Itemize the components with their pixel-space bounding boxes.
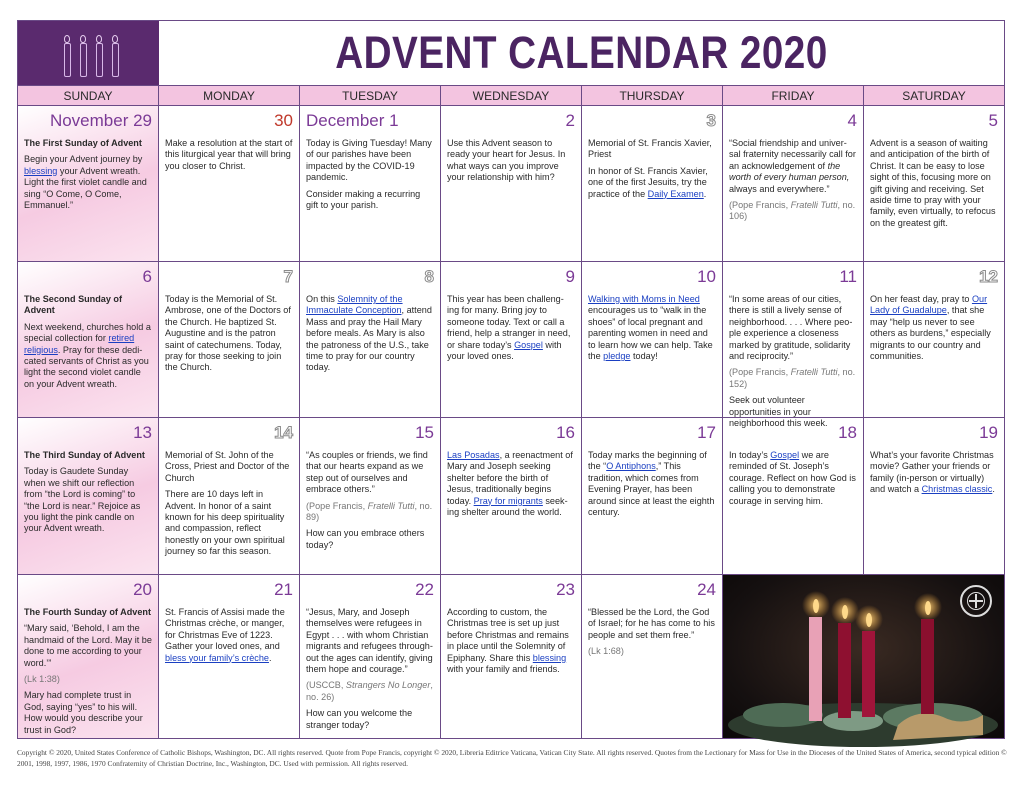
day-text: we are reminded of St. Joseph’s courage. Reflect on how God is calling you to demonstrate courage in serving him. (729, 450, 856, 506)
day-number: 10 (697, 267, 716, 286)
retired-religious-link[interactable]: retired religious (24, 333, 135, 355)
day-cell-dec-5 (864, 106, 1004, 262)
day-text: , a reenactment of Mary and Joseph seeking shelter before the birth of Jesus, traditionally begins today. (447, 450, 573, 506)
day-number: 18 (838, 423, 857, 442)
day-text: Memorial of St. John of the Cross, Priest and Doctor of the Church (165, 450, 290, 483)
day-number: 12 (979, 267, 998, 286)
day-cell-dec-16 (441, 418, 582, 575)
day-of-week-header (18, 85, 1004, 106)
day-text: . (703, 188, 707, 199)
las-posadas-link[interactable]: Las Posadas (447, 450, 500, 460)
day-text: This year has been challeng-ing for many. Bring joy to someone today. Text or call a friend, help a stranger in need, or share today’s (447, 294, 571, 350)
dow-tuesday: TUESDAY (300, 86, 441, 105)
our-lady-of-guadalupe-link[interactable]: Our Lady of Guadalupe (870, 294, 988, 316)
day-number: 16 (556, 423, 575, 442)
page-title: ADVENT CALENDAR 2020 (335, 27, 828, 78)
day-text: the worth of every human person, (729, 160, 850, 183)
day-number: 13 (133, 423, 152, 442)
day-number: 2 (565, 111, 575, 130)
immaculate-conception-link[interactable]: Solemnity of the Immaculate Conception (306, 294, 403, 316)
candles-logo (18, 21, 159, 85)
day-text: St. Francis of Assisi made the Christmas crèche, or manger, for Christmas Eve of 1223. Gather your loved ones, and (165, 607, 285, 652)
day-text: “Mary said, ‘Behold, I am the handmaid of the Lord. May it be done to me according to your word.’” (24, 623, 152, 668)
day-number: 19 (979, 423, 998, 442)
bless-creche-link[interactable]: bless your family’s crèche (165, 652, 269, 663)
day-number: 14 (274, 423, 293, 442)
day-cell-dec-18 (723, 418, 864, 575)
day-number: 23 (556, 580, 575, 599)
christmas-classic-link[interactable]: Christmas classic (921, 484, 993, 495)
day-number: 30 (274, 111, 293, 130)
day-text: , attend Mass and pray the Hail Mary before meals. As Mary is also the patroness of the U.S., take time to pray for our country today. (306, 305, 432, 373)
day-heading: The Third Sunday of Advent (24, 450, 145, 460)
day-cell-dec-1 (300, 106, 441, 262)
day-text: How can you welcome the stranger today? (306, 708, 413, 730)
day-text: always and everywhere.” (729, 183, 830, 194)
citation: (Pope Francis, Fratelli Tutti, no. 106) (729, 200, 856, 222)
gospel-link[interactable]: Gospel (770, 450, 800, 460)
day-text: ,” This tradition, which comes from Evening Prayer, has been around since at least the eighth century. (588, 461, 715, 518)
day-text: with your loved ones. (447, 339, 562, 362)
day-text: seek-ing shelter around the world. (447, 495, 568, 518)
day-text: There are 10 days left in Advent. In honor of a saint known for his deep spirituality and compassion, reflect honestly on your own spiritual journey so far this season. (165, 489, 285, 557)
day-text: In honor of St. Francis Xavier, one of the first Jesuits, try the practice of the (588, 165, 708, 199)
day-cell-dec-3 (582, 106, 723, 262)
day-text: Advent is a season of waiting and anticipation of the birth of Christ. It can be easy to lose sight of this, focusing more on gift giving and receiving. Set aside time to pray with your family, even virtually, to refocus on the greatest gift. (870, 138, 996, 228)
pray-for-migrants-link[interactable]: Pray for migrants (473, 495, 543, 506)
day-heading: The First Sunday of Advent (24, 138, 142, 148)
day-cell-dec-17 (582, 418, 723, 575)
day-heading: The Second Sunday of Advent (24, 294, 123, 316)
day-text: . (268, 652, 272, 663)
day-cell-dec-22 (300, 575, 441, 738)
day-cell-dec-20 (18, 575, 159, 738)
usccb-seal-icon (960, 585, 992, 617)
day-cell-nov-29 (18, 106, 159, 262)
day-number: 11 (839, 267, 857, 286)
day-text: Make a resolution at the start of this liturgical year that will bring you closer to Christ. (165, 138, 293, 171)
day-number: November 29 (49, 111, 152, 130)
day-text: , that she may “help us never to see others as burdens,” especially migrants to our country and communities. (870, 305, 991, 362)
day-number: 20 (133, 580, 152, 599)
pledge-link[interactable]: pledge (603, 351, 631, 362)
day-cell-dec-10 (582, 262, 723, 418)
calendar-frame (17, 20, 1005, 739)
day-text: Mary had complete trust in God, saying “yes” to his will. How would you describe your trust in God? (24, 690, 143, 735)
day-text: “Jesus, Mary, and Joseph themselves were refugees in Egypt . . . with whom Christian migrants and refugees through-out the ages can identify, giving them hope and courage.” (306, 607, 433, 675)
dow-thursday: THURSDAY (582, 86, 723, 105)
day-cell-dec-23 (441, 575, 582, 738)
day-cell-dec-11 (723, 262, 864, 429)
day-text: Memorial of St. Francis Xavier, Priest (588, 138, 712, 160)
day-cell-dec-15 (300, 418, 441, 575)
day-heading: The Fourth Sunday of Advent (24, 607, 151, 617)
citation: (Pope Francis, Fratelli Tutti, no. 152) (729, 367, 856, 389)
day-text: Seek out volunteer opportunities in your neighborhood this week. (729, 395, 828, 429)
citation: (Pope Francis, Fratelli Tutti, no. 89) (306, 500, 433, 523)
day-cell-nov-30 (159, 106, 300, 262)
advent-wreath-photo (723, 575, 1004, 738)
day-text: In today’s (729, 450, 771, 460)
day-number: 8 (424, 267, 434, 286)
day-text: “As couples or friends, we find that our hearts expand as we step out of ourselves and embrace others.” (306, 450, 428, 495)
day-text: “Social friendship and univer-sal fraternity necessarily call for an acknowledgement of (729, 138, 856, 171)
day-cell-dec-19 (864, 418, 1004, 575)
day-text: today! (630, 351, 658, 362)
day-text: “Blessed be the Lord, the God of Israel; for he has come to his people and set them free.” (588, 607, 715, 640)
copyright-footer: Copyright © 2020, United States Conference of Catholic Bishops, Washington, DC. All rights reserved. Quote from Pope Francis, copyright © 2020, Libreria Editrice Vaticana, Vatican City State. All rights reserved. Quotes from the Lectionary for Mass for Use in the Dioceses of the United States of America, second typical edition © 2001, 1998, 1997, 1986, 1970 Confraternity of Christian Doctrine, Inc., Washington, DC. Used with permission. All rights reserved. (17, 748, 1007, 768)
day-cell-dec-6 (18, 262, 159, 418)
dow-monday: MONDAY (159, 86, 300, 105)
day-number: December 1 (306, 111, 399, 130)
day-number: 24 (697, 580, 716, 599)
day-number: 5 (988, 111, 998, 130)
day-cell-dec-12 (864, 262, 1004, 418)
daily-examen-link[interactable]: Daily Examen (647, 188, 704, 199)
day-text: “In some areas of our cities, there is still a lively sense of neighborhood. . . . Where peo-ple experience a closeness marked by gratitude, solidarity and reciprocity.” (729, 294, 853, 362)
day-cell-dec-2 (441, 106, 582, 262)
blessing-link[interactable]: blessing (532, 652, 567, 663)
day-cell-dec-24 (582, 575, 723, 738)
day-text: encourages us to “walk in the shoes” of local pregnant and parenting women in need and to learn how we can help. Take the (588, 305, 713, 362)
day-number: 9 (565, 267, 575, 286)
day-cell-dec-7 (159, 262, 300, 418)
citation: (Lk 1:68) (588, 646, 624, 657)
citation: (USCCB, Strangers No Longer, no. 26) (306, 680, 433, 702)
blessing-link[interactable]: blessing (24, 165, 58, 176)
day-text: with your family and friends. (447, 664, 560, 675)
day-text: Today is the Memorial of St. Ambrose, one of the Doctors of the Church. He baptized St. Augustine and is the patron saint of catechumens. Today, pray for those seeking to join the Church. (165, 294, 291, 373)
day-number: 15 (415, 423, 434, 442)
day-text: How can you embrace others today? (306, 528, 425, 550)
day-number: 7 (283, 267, 293, 286)
dow-friday: FRIDAY (723, 86, 864, 105)
day-text: Begin your Advent journey by (24, 154, 143, 165)
walking-with-moms-link[interactable]: Walking with Moms in Need (588, 294, 700, 304)
day-text: . Pray for these dedi-cated servants of Christ as you light the second violet candle on your Advent wreath. (24, 344, 149, 389)
o-antiphons-link[interactable]: O Antiphons (606, 461, 656, 472)
dow-saturday: SATURDAY (902, 88, 966, 103)
day-text: Consider making a recurring gift to your parish. (306, 188, 421, 211)
day-cell-dec-8 (300, 262, 441, 418)
day-number: 6 (142, 267, 152, 286)
day-text: Use this Advent season to ready your heart for Jesus. In what ways can you improve your relationship with him? (447, 138, 566, 183)
day-text: Today is Gaudete Sunday when we shift our reflection from “the Lord is coming” to “the Lord is near.” Rejoice as you light the pink candle on your Advent wreath. (24, 466, 141, 534)
citation: (Lk 1:38) (24, 674, 60, 685)
day-number: 21 (274, 580, 293, 599)
day-text: Today marks the beginning of the “ (588, 450, 707, 472)
day-text: . (992, 484, 995, 495)
day-text: Next weekend, churches hold a special collection for (24, 321, 151, 344)
day-cell-dec-4 (723, 106, 864, 262)
gospel-link[interactable]: Gospel (514, 339, 543, 350)
day-cell-dec-21 (159, 575, 300, 738)
day-cell-dec-13 (18, 418, 159, 575)
day-text: On this (306, 294, 338, 304)
day-cell-dec-14 (159, 418, 300, 575)
dow-wednesday: WEDNESDAY (441, 86, 582, 105)
day-text: What’s your favorite Christmas movie? Gather your friends or family (in-person or virtually) and watch a (870, 450, 994, 495)
day-number: 4 (847, 111, 857, 130)
day-text: On her feast day, pray to (870, 294, 972, 304)
day-number: 17 (697, 423, 716, 442)
day-text: your Advent wreath. Light the first violet candle and sing “O Come, O Come, Emmanuel.” (24, 165, 147, 211)
dow-sunday: SUNDAY (18, 86, 159, 105)
day-cell-dec-9 (441, 262, 582, 418)
day-number: 22 (415, 580, 434, 599)
calendar-grid (18, 106, 1004, 738)
day-text: According to custom, the Christmas tree is set up just before Christmas and remains in place until the Solemnity of Epiphany. Share this (447, 607, 569, 663)
day-number: 3 (706, 111, 716, 130)
day-text: Today is Giving Tuesday! Many of our parishes have been impacted by the COVID-19 pandemic. (306, 138, 432, 183)
